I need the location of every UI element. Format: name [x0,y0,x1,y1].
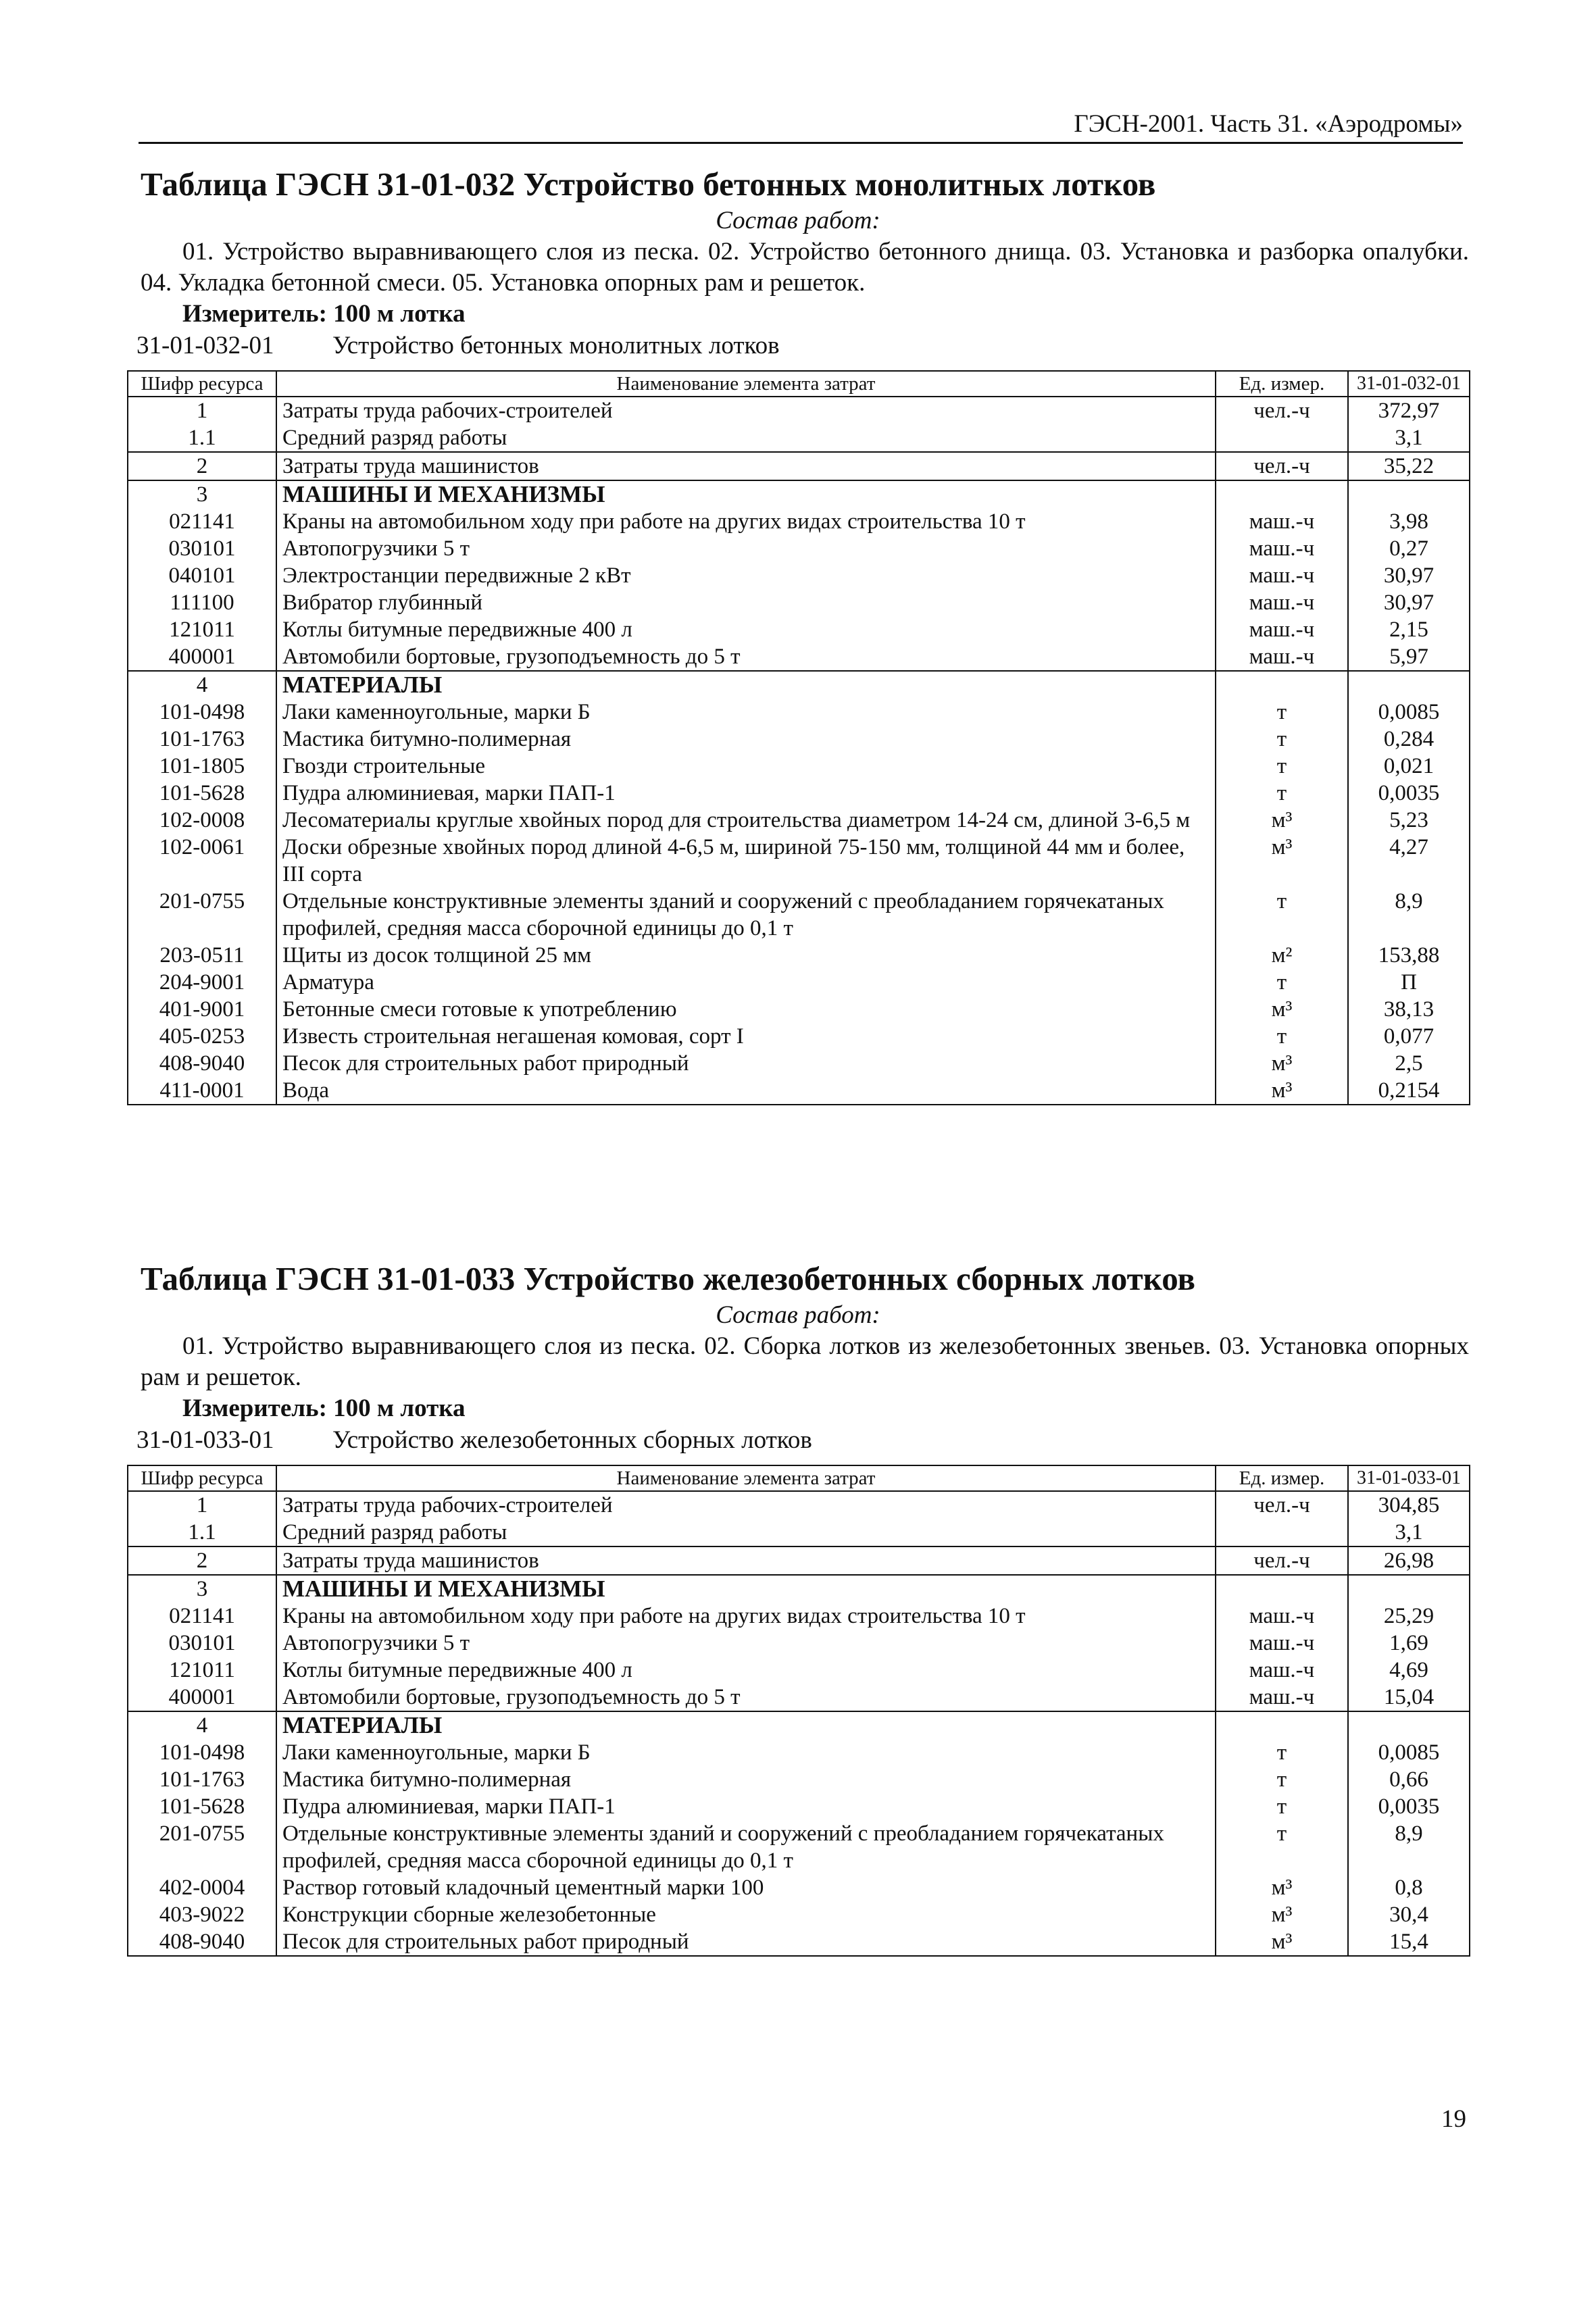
cell-unit: маш.-ч [1216,1630,1348,1657]
cell-unit: чел.-ч [1216,452,1348,480]
cell-code: 102-0008 [128,807,276,834]
table-header-row [128,371,1470,397]
cell-code: 4 [128,1711,276,1739]
cell-code: 101-1805 [128,753,276,780]
cell-name: Вода [276,1077,1216,1105]
cell-code: 204-9001 [128,969,276,996]
cell-value: 0,0085 [1348,1739,1470,1766]
col-header-code: Шифр ресурса [128,371,276,397]
col-header-code: Шифр ресурса [128,1465,276,1491]
cell-unit: м³ [1216,1077,1348,1105]
cell-unit: м³ [1216,807,1348,834]
cell-code: 102-0061 [128,834,276,888]
cell-name: Бетонные смеси готовые к употреблению [276,996,1216,1023]
cell-code: 1.1 [128,424,276,452]
norm-table [127,370,1470,1105]
table-row [128,1023,1470,1050]
page-number: 19 [1441,2105,1466,2133]
cell-name: Средний разряд работы [276,424,1216,452]
table-row [128,969,1470,996]
table-row [128,780,1470,807]
cell-code: 403-9022 [128,1901,276,1928]
cell-value: 0,284 [1348,726,1470,753]
cell-value: 0,8 [1348,1874,1470,1901]
cell-unit: т [1216,699,1348,726]
cell-code: 2 [128,452,276,480]
cell-name: Мастика битумно-полимерная [276,726,1216,753]
table-row [128,1603,1470,1630]
cell-code: 400001 [128,1684,276,1711]
cell-unit [1216,1711,1348,1739]
cell-code: 101-1763 [128,1766,276,1793]
table-row [128,671,1470,699]
cell-value: 30,97 [1348,562,1470,589]
cell-name: Лесоматериалы круглые хвойных пород для строительства диаметром 14-24 см, длиной 3-6,5 м [276,807,1216,834]
table-row [128,1739,1470,1766]
cell-name: Автопогрузчики 5 т [276,1630,1216,1657]
table-row [128,1657,1470,1684]
table-row [128,535,1470,562]
cell-unit: т [1216,969,1348,996]
cell-unit [1216,480,1348,508]
table-row [128,1901,1470,1928]
cell-name: МАШИНЫ И МЕХАНИЗМЫ [276,480,1216,508]
cell-name: Гвозди строительные [276,753,1216,780]
table-row [128,1519,1470,1546]
cell-value: 0,0085 [1348,699,1470,726]
cell-name: Затраты труда рабочих-строителей [276,397,1216,424]
running-header: ГЭСН-2001. Часть 31. «Аэродромы» [139,109,1463,144]
table-row [128,589,1470,616]
cell-code: 111100 [128,589,276,616]
cell-code: 030101 [128,535,276,562]
table-row [128,1077,1470,1105]
cell-value: 15,04 [1348,1684,1470,1711]
norm-line [136,330,1469,362]
cell-value: 0,021 [1348,753,1470,780]
table-row [128,1050,1470,1077]
cell-unit: маш.-ч [1216,616,1348,643]
cell-code: 101-5628 [128,1793,276,1820]
table-row [128,452,1470,480]
cell-code: 101-0498 [128,699,276,726]
cell-unit: чел.-ч [1216,1546,1348,1575]
col-header-unit: Ед. измер. [1216,371,1348,397]
cell-value: 0,2154 [1348,1077,1470,1105]
cell-value [1348,1711,1470,1739]
norm-name: Устройство бетонных монолитных лотков [332,332,780,359]
cell-value: 2,5 [1348,1050,1470,1077]
cell-name: Щиты из досок толщиной 25 мм [276,942,1216,969]
col-header-norm: 31-01-033-01 [1348,1465,1470,1491]
table-row [128,508,1470,535]
cell-unit: м³ [1216,996,1348,1023]
cell-name: Средний разряд работы [276,1519,1216,1546]
cell-unit: м³ [1216,1874,1348,1901]
cell-unit: маш.-ч [1216,1657,1348,1684]
cell-unit: т [1216,1820,1348,1874]
cell-unit: т [1216,1793,1348,1820]
cell-name: Затраты труда машинистов [276,1546,1216,1575]
cell-value: 1,69 [1348,1630,1470,1657]
cell-value [1348,480,1470,508]
table-row [128,1684,1470,1711]
table-body [128,1491,1470,1956]
cell-value: 5,97 [1348,643,1470,671]
cell-name: Известь строительная негашеная комовая, сорт I [276,1023,1216,1050]
table-row [128,616,1470,643]
cell-code: 101-5628 [128,780,276,807]
cell-unit: м³ [1216,834,1348,888]
cell-value: 8,9 [1348,1820,1470,1874]
cell-name: Конструкции сборные железобетонные [276,1901,1216,1928]
cell-code: 2 [128,1546,276,1575]
cell-code: 1 [128,397,276,424]
cell-unit: м³ [1216,1901,1348,1928]
table-row [128,643,1470,671]
norm-table [127,1465,1470,1957]
cell-value: 153,88 [1348,942,1470,969]
table-row [128,996,1470,1023]
cell-unit: т [1216,726,1348,753]
cell-unit: маш.-ч [1216,562,1348,589]
cell-unit: маш.-ч [1216,589,1348,616]
cell-name: Отдельные конструктивные элементы зданий и сооружений с преобладанием горячекатаных профилей, средняя масса сборочной единицы до 0,1 т [276,888,1216,942]
cell-unit: чел.-ч [1216,397,1348,424]
cell-code: 203-0511 [128,942,276,969]
cell-unit: т [1216,888,1348,942]
section-table-031-01-032 [127,164,1469,1105]
cell-name: Отдельные конструктивные элементы зданий и сооружений с преобладанием горячекатаных профилей, средняя масса сборочной единицы до 0,1 т [276,1820,1216,1874]
cell-value: 8,9 [1348,888,1470,942]
table-row [128,424,1470,452]
cell-value [1348,1575,1470,1603]
cell-value: 304,85 [1348,1491,1470,1519]
section-table-031-01-033 [127,1258,1469,1957]
cell-code: 021141 [128,508,276,535]
cell-code: 3 [128,1575,276,1603]
cell-value: 26,98 [1348,1546,1470,1575]
cell-unit: м³ [1216,1928,1348,1956]
cell-value: 30,4 [1348,1901,1470,1928]
cell-name: Электростанции передвижные 2 кВт [276,562,1216,589]
cell-unit: т [1216,1739,1348,1766]
cell-name: Мастика битумно-полимерная [276,1766,1216,1793]
cell-code: 3 [128,480,276,508]
cell-value [1348,671,1470,699]
cell-unit: маш.-ч [1216,508,1348,535]
cell-code: 402-0004 [128,1874,276,1901]
table-row [128,1928,1470,1956]
cell-unit: чел.-ч [1216,1491,1348,1519]
table-row [128,1546,1470,1575]
cell-value: 0,0035 [1348,1793,1470,1820]
norm-code: 31-01-033-01 [136,1426,274,1454]
cell-value: 38,13 [1348,996,1470,1023]
col-header-unit: Ед. измер. [1216,1465,1348,1491]
composition-label: Состав работ: [716,1301,880,1329]
measure-line: Измеритель: 100 м лотка [182,300,466,328]
cell-unit: м³ [1216,1050,1348,1077]
cell-name: МАТЕРИАЛЫ [276,1711,1216,1739]
cell-code: 408-9040 [128,1928,276,1956]
cell-unit: маш.-ч [1216,535,1348,562]
cell-value: 4,27 [1348,834,1470,888]
cell-name: Затраты труда машинистов [276,452,1216,480]
norm-name: Устройство железобетонных сборных лотков [332,1426,812,1454]
cell-name: МАТЕРИАЛЫ [276,671,1216,699]
cell-name: Автомобили бортовые, грузоподъемность до 5 т [276,1684,1216,1711]
table-title: Таблица ГЭСН 31-01-032 Устройство бетонных монолитных лотков [141,166,1156,203]
cell-name: Краны на автомобильном ходу при работе на других видах строительства 10 т [276,508,1216,535]
table-row [128,888,1470,942]
cell-unit [1216,1519,1348,1546]
cell-value: П [1348,969,1470,996]
cell-value: 372,97 [1348,397,1470,424]
cell-name: Затраты труда рабочих-строителей [276,1491,1216,1519]
cell-name: Лаки каменноугольные, марки Б [276,699,1216,726]
cell-code: 1.1 [128,1519,276,1546]
cell-code: 121011 [128,616,276,643]
cell-code: 201-0755 [128,888,276,942]
norm-line [136,1424,1469,1457]
cell-code: 1 [128,1491,276,1519]
cell-value: 0,077 [1348,1023,1470,1050]
cell-name: Раствор готовый кладочный цементный марки 100 [276,1874,1216,1901]
table-row [128,699,1470,726]
table-row [128,726,1470,753]
cell-name: Песок для строительных работ природный [276,1928,1216,1956]
table-row [128,1766,1470,1793]
table-row [128,1820,1470,1874]
cell-name: МАШИНЫ И МЕХАНИЗМЫ [276,1575,1216,1603]
cell-name: Вибратор глубинный [276,589,1216,616]
cell-unit: т [1216,753,1348,780]
cell-code: 408-9040 [128,1050,276,1077]
cell-name: Песок для строительных работ природный [276,1050,1216,1077]
cell-name: Краны на автомобильном ходу при работе на других видах строительства 10 т [276,1603,1216,1630]
cell-unit: маш.-ч [1216,1684,1348,1711]
table-row [128,1575,1470,1603]
composition-text: 01. Устройство выравнивающего слоя из песка. 02. Устройство бетонного днища. 03. Установка и разборка опалубки. 04. Укладка бетонной смеси. 05. Установка опорных рам и решеток. [141,238,1469,297]
table-row [128,1630,1470,1657]
cell-unit: маш.-ч [1216,643,1348,671]
col-header-name: Наименование элемента затрат [276,371,1216,397]
cell-code: 101-1763 [128,726,276,753]
cell-value: 35,22 [1348,452,1470,480]
cell-code: 400001 [128,643,276,671]
cell-value: 4,69 [1348,1657,1470,1684]
table-row [128,753,1470,780]
cell-name: Котлы битумные передвижные 400 л [276,1657,1216,1684]
cell-value: 0,27 [1348,535,1470,562]
table-row [128,562,1470,589]
table-row [128,1874,1470,1901]
cell-unit [1216,1575,1348,1603]
cell-name: Лаки каменноугольные, марки Б [276,1739,1216,1766]
col-header-norm: 31-01-032-01 [1348,371,1470,397]
cell-code: 101-0498 [128,1739,276,1766]
cell-unit: т [1216,780,1348,807]
cell-code: 040101 [128,562,276,589]
table-header-row [128,1465,1470,1491]
table-row [128,480,1470,508]
table-row [128,1793,1470,1820]
cell-value: 0,0035 [1348,780,1470,807]
table-row [128,834,1470,888]
cell-code: 411-0001 [128,1077,276,1105]
cell-unit: маш.-ч [1216,1603,1348,1630]
composition-label: Состав работ: [716,207,880,234]
table-title: Таблица ГЭСН 31-01-033 Устройство железобетонных сборных лотков [141,1260,1195,1297]
cell-value: 30,97 [1348,589,1470,616]
cell-code: 121011 [128,1657,276,1684]
cell-value: 5,23 [1348,807,1470,834]
table-row [128,942,1470,969]
cell-code: 030101 [128,1630,276,1657]
cell-code: 401-9001 [128,996,276,1023]
table-row [128,397,1470,424]
table-body [128,397,1470,1105]
cell-value: 0,66 [1348,1766,1470,1793]
col-header-name: Наименование элемента затрат [276,1465,1216,1491]
cell-unit [1216,671,1348,699]
composition-text: 01. Устройство выравнивающего слоя из песка. 02. Сборка лотков из железобетонных звеньев. 03. Установка опорных рам и решеток. [141,1332,1469,1391]
cell-value: 3,1 [1348,424,1470,452]
cell-name: Пудра алюминиевая, марки ПАП-1 [276,780,1216,807]
cell-code: 021141 [128,1603,276,1630]
cell-code: 405-0253 [128,1023,276,1050]
cell-name: Арматура [276,969,1216,996]
cell-unit: м² [1216,942,1348,969]
cell-name: Котлы битумные передвижные 400 л [276,616,1216,643]
cell-value: 3,1 [1348,1519,1470,1546]
table-row [128,1491,1470,1519]
cell-unit [1216,424,1348,452]
measure-line: Измеритель: 100 м лотка [182,1394,466,1422]
cell-unit: т [1216,1766,1348,1793]
cell-code: 4 [128,671,276,699]
table-row [128,807,1470,834]
cell-name: Доски обрезные хвойных пород длиной 4-6,5 м, шириной 75-150 мм, толщиной 44 мм и более, III сорта [276,834,1216,888]
cell-name: Пудра алюминиевая, марки ПАП-1 [276,1793,1216,1820]
cell-value: 15,4 [1348,1928,1470,1956]
cell-value: 25,29 [1348,1603,1470,1630]
cell-code: 201-0755 [128,1820,276,1874]
cell-unit: т [1216,1023,1348,1050]
cell-name: Автопогрузчики 5 т [276,535,1216,562]
cell-value: 2,15 [1348,616,1470,643]
norm-code: 31-01-032-01 [136,332,274,359]
cell-name: Автомобили бортовые, грузоподъемность до 5 т [276,643,1216,671]
cell-value: 3,98 [1348,508,1470,535]
table-row [128,1711,1470,1739]
